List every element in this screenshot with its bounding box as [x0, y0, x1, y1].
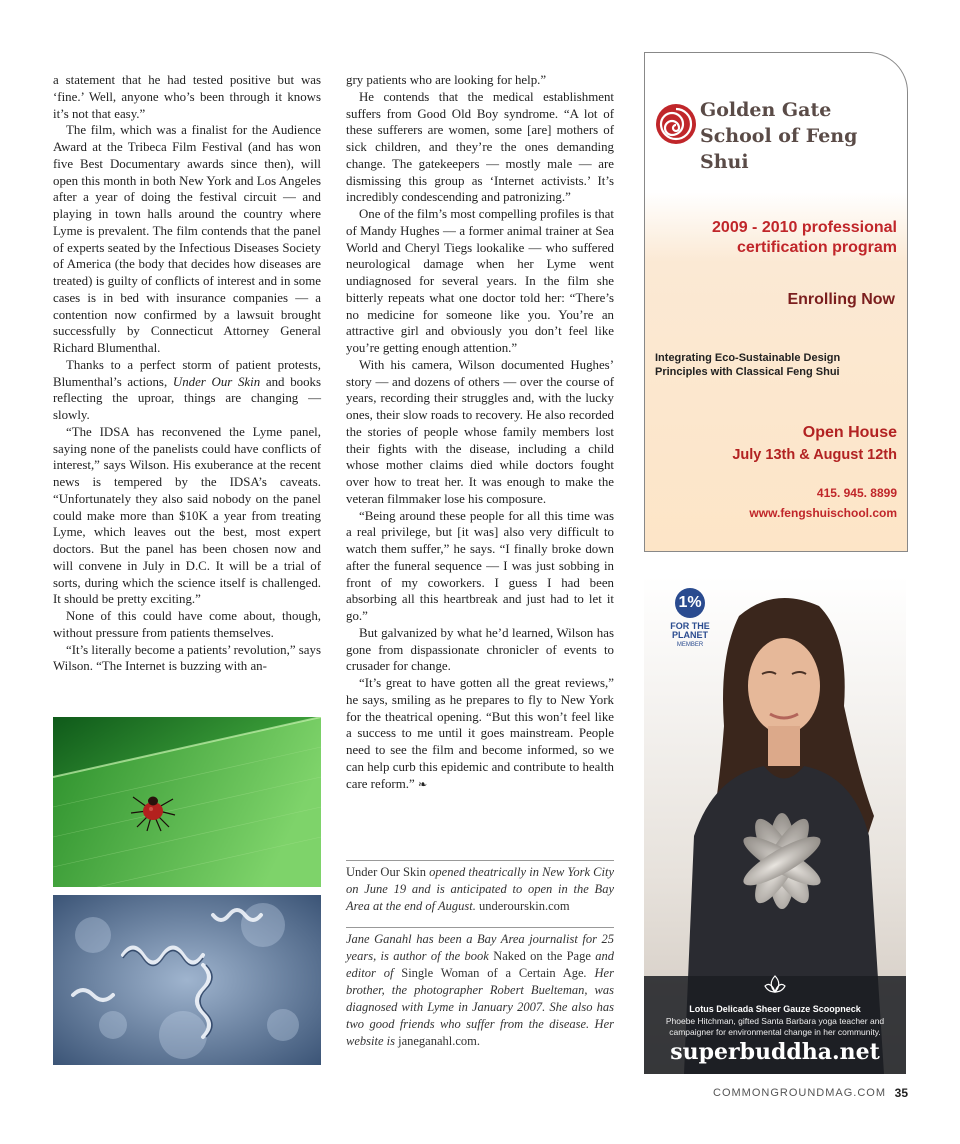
model-caption: Phoebe Hitchman, gifted Santa Barbara yoga teacher and campaigner for environmental change in her community. [665, 1016, 885, 1037]
school-website-link[interactable]: www.fengshuischool.com [749, 506, 897, 520]
superbuddha-ad[interactable] [644, 576, 906, 1074]
paragraph: “Being around these people for all this time was a real privilege, but [it was] also very difficult to watch them suffer,” he says. “I finally broke down after the funeral sequence — I was just sobbing in front of my coworkers. I guess I had been absorbing all this heartbreak and just had to let it go.” [346, 508, 614, 623]
book-title: Single Woman of a Certain Age [401, 966, 584, 980]
paragraph: One of the film’s most compelling profiles is that of Mandy Hughes — a former animal trainer at Sea World and Cheryl Tiegs lookalike — who suffered neurological damage when her Lyme went undiagnosed for several years. In the film she bitterly repeats what one doctor told her: “There’s no medicine for someone like you. You’re an attractive girl and obviously you don’t feel like you’re getting enough attention.” [346, 207, 614, 355]
superbuddha-website-link[interactable]: superbuddha.net [670, 1039, 880, 1065]
spiral-logo-icon [655, 103, 697, 145]
book-title: Naked on the Page [493, 949, 591, 963]
tick-on-leaf-photo [53, 717, 321, 887]
paragraph: gry patients who are looking for help.” [346, 73, 547, 87]
paragraph: “It’s literally become a patients’ revolution,” says Wilson. “The Internet is buzzing with an- [53, 642, 321, 674]
feng-shui-school-ad[interactable] [644, 52, 908, 552]
magazine-website: COMMONGROUNDMAG.COM [713, 1087, 886, 1099]
certification-heading: 2009 - 2010 professional certification program [712, 219, 897, 256]
paragraph: None of this could have come about, though, without pressure from patients themselves. [53, 609, 321, 640]
paragraph: The film, which was a finalist for the Audience Award at the Tribeca Film Festival (and has won five Best Documentary awards since then), will open this month in both New York and Los Angeles after a year of doing the festival circuit — and playing in town halls around the country where Lyme is prevalent. The film contends that the panel of experts seated by the Infectious Diseases Society of America (the body that decides how diseases are treated) is guilty of conflicts of interest and in some cases is in bed with insurance companies — a contention now confirmed by a lawsuit brought successfully by Connecticut Attorney General Richard Blumenthal. [53, 123, 321, 355]
author-website-link[interactable]: janeganahl.com [398, 1034, 477, 1048]
program-description: Integrating Eco-Sustainable Design Principles with Classical Feng Shui [655, 352, 841, 378]
film-title: Under Our Skin [172, 374, 261, 389]
paragraph: a statement that he had tested positive but was ‘fine.’ Well, anyone who’s been through it knows it’s not that easy.” [53, 73, 321, 121]
paragraph: He contends that the medical establishment suffers from Good Old Boy syndrome. “A lot of these sufferers are women, some [are] mothers of sick children, and they’re the ones demanding change. The gatekeepers — mostly male — are dismissing this group as ‘Internet activists.’ It’s incredibly condescending and patronizing.” [346, 89, 614, 205]
open-house-dates: July 13th & August 12th [732, 447, 897, 463]
article-column-1 [53, 72, 321, 675]
open-house-heading: Open House [802, 424, 897, 441]
enrolling-now: Enrolling Now [787, 291, 895, 308]
paragraph: “The IDSA has reconvened the Lyme panel, saying none of the panelists could have conflicts of interest,” says Wilson. His exuberance at the recent news is tempered by the IDSA’s caveats. “Unfortunately they also said nobody on the panel could make more than $10K a year from treating Lyme, which leaves out the best, most expert doctors. But the panel has been chosen now and will convene in July in D.C. It will be a trial of sorts, during which the science itself is challenged. It should be pretty exciting.” [53, 424, 321, 607]
phone-number: 415. 945. 8899 [816, 486, 897, 500]
article-column-2 [346, 72, 614, 793]
author-bio: Jane Ganahl has been a Bay Area journalist for 25 years, is author of the book Naked on the Page and editor of Single Woman of a Certain Age. Her brother, the photographer Robert Buelteman, was diagnosed with Lyme in January 2007. She also has two good friends who suffer from the disease. Her website is janeganahl.com. [346, 927, 614, 1050]
film-title: Under Our Skin [346, 865, 426, 879]
school-name: Golden Gate School of Feng Shui [700, 99, 858, 173]
end-mark-icon: ❧ [417, 778, 428, 791]
one-percent-for-the-planet-badge: 1% FOR THE PLANET MEMBER [664, 588, 716, 670]
paragraph: Thanks to a perfect storm of patient protests, Blumenthal’s actions, Under Our Skin and books reflecting the uproar, things are changing — slowly. [53, 357, 321, 422]
film-release-note: Under Our Skin opened theatrically in New York City on June 19 and is anticipated to open in the Bay Area at the end of August. underourskin.com [346, 860, 614, 915]
film-website-link[interactable]: underourskin.com [475, 899, 570, 913]
paragraph: “It’s great to have gotten all the great reviews,” he says, smiling as he prepares to fly to New York for the theatrical opening. “But this won’t feel like a success to me until it goes mainstream. People need to see the film and become informed, so we can help curb this epidemic and contribute to health care reform.” ❧ [346, 676, 614, 791]
product-name: Lotus Delicada Sheer Gauze Scoopneck [689, 1004, 861, 1014]
page-number: 35 [894, 1086, 908, 1100]
spirochete-microscope-photo [53, 895, 321, 1065]
paragraph: But galvanized by what he’d learned, Wilson has gone from dispassionate chronicler of events to crusader for change. [346, 625, 614, 674]
paragraph: With his camera, Wilson documented Hughes’ story — and dozens of others — over the course of years, recording their struggles and, with the lucky ones, their slow roads to recovery. He also recorded the stories of people whose family members lost their fights with the disease, including a child whose mother claims died while doctors fought over how to treat her. It was enough to make the veteran filmmaker lose his composure. [346, 357, 614, 506]
